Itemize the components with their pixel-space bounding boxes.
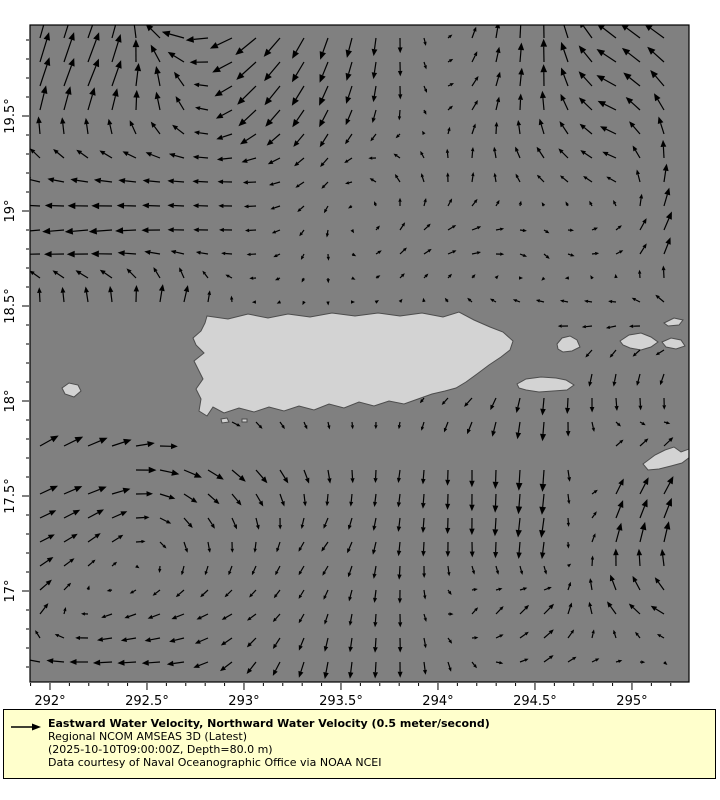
y-axis-tick-label: 17° bbox=[3, 579, 18, 603]
y-axis-tick-label: 17.5° bbox=[3, 478, 18, 514]
x-axis-tick-label: 293° bbox=[228, 694, 260, 706]
legend-arrow-icon bbox=[10, 722, 42, 732]
x-axis-tick-label: 293.5° bbox=[319, 694, 363, 706]
y-axis-tick-label: 18° bbox=[3, 389, 18, 413]
legend-box bbox=[3, 709, 716, 779]
y-axis-tick-label: 19.5° bbox=[3, 98, 18, 134]
land-cay-1 bbox=[221, 418, 229, 423]
legend-dataset-line: Regional NCOM AMSEAS 3D (Latest) bbox=[48, 730, 247, 743]
y-axis-tick-label: 18.5° bbox=[3, 288, 18, 324]
legend-text bbox=[48, 710, 490, 769]
legend-title: Eastward Water Velocity, Northward Water Velocity (0.5 meter/second) bbox=[48, 717, 490, 730]
y-axis-tick-label: 19° bbox=[3, 199, 18, 223]
legend-credit-line: Data courtesy of Naval Oceanographic Office via NOAA NCEI bbox=[48, 756, 382, 769]
x-axis-tick-label: 294° bbox=[422, 694, 454, 706]
legend-arrow-column bbox=[4, 710, 48, 732]
x-axis-tick-label: 292.5° bbox=[125, 694, 169, 706]
land-cay-2 bbox=[242, 419, 247, 422]
x-axis-tick-label: 294.5° bbox=[513, 694, 557, 706]
x-axis-tick-label: 292° bbox=[34, 694, 66, 706]
x-axis-tick-label: 295° bbox=[616, 694, 648, 706]
legend-time-depth-line: (2025-10-10T09:00:00Z, Depth=80.0 m) bbox=[48, 743, 273, 756]
